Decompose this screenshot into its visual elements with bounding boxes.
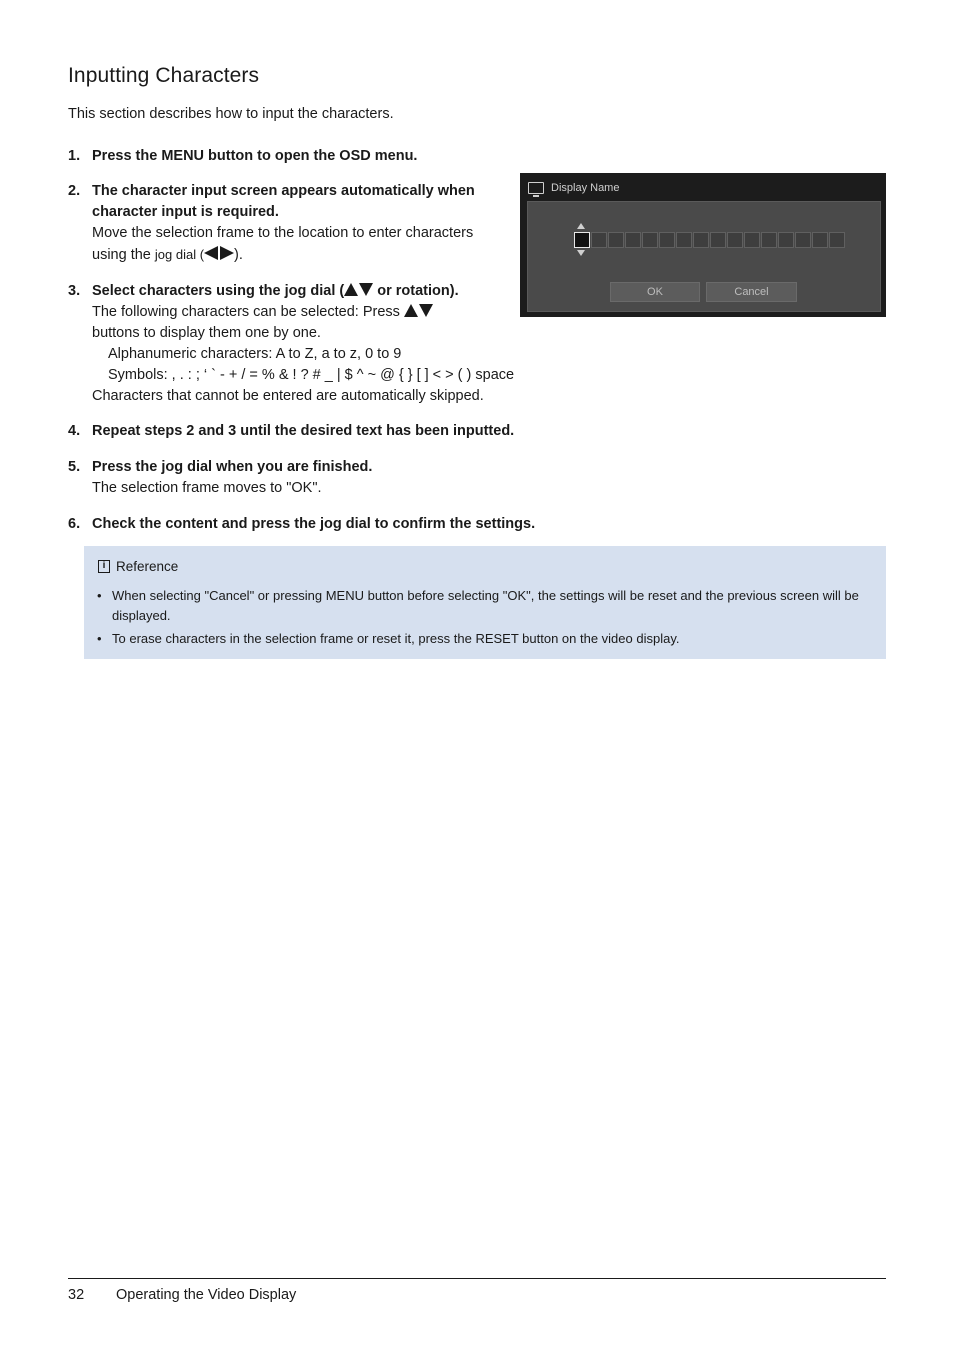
up-arrow-icon bbox=[404, 304, 418, 317]
character-cell[interactable] bbox=[727, 232, 743, 248]
up-arrow-icon bbox=[577, 223, 585, 229]
step-body-line: buttons to display them one by one. bbox=[92, 325, 321, 341]
step-number: 4. bbox=[68, 423, 81, 439]
step-number: 6. bbox=[68, 516, 81, 532]
step-heading: Press the jog dial when you are finished. bbox=[92, 459, 373, 475]
down-arrow-icon bbox=[419, 304, 433, 317]
character-cell[interactable] bbox=[642, 232, 658, 248]
left-arrow-icon bbox=[204, 246, 218, 260]
reference-label: Reference bbox=[116, 559, 179, 574]
down-arrow-icon bbox=[577, 250, 585, 256]
footer-section-title: Operating the Video Display bbox=[116, 1287, 297, 1303]
character-cell[interactable] bbox=[761, 232, 777, 248]
text-fragment: ). bbox=[234, 247, 243, 263]
step-2 bbox=[68, 181, 513, 266]
reference-box bbox=[84, 546, 886, 659]
text-fragment: using the bbox=[92, 247, 155, 263]
jog-dial-label: jog dial bbox=[154, 247, 197, 262]
character-cell[interactable] bbox=[795, 232, 811, 248]
page-title: Inputting Characters bbox=[68, 64, 260, 87]
step-number: 1. bbox=[68, 148, 81, 164]
intro-text: This section describes how to input the characters. bbox=[68, 106, 394, 122]
page-number: 32 bbox=[68, 1287, 85, 1303]
character-cell[interactable] bbox=[744, 232, 760, 248]
step-body-line: The selection frame moves to "OK". bbox=[92, 480, 322, 496]
footer-divider bbox=[68, 1278, 886, 1279]
character-cell[interactable] bbox=[591, 232, 607, 248]
symbols-list: Symbols: , . : ; ‘ ` - + / = % & ! ? # _ | $ ^ ~ @ { } [ ] < > ( ) space bbox=[108, 367, 515, 383]
text-fragment: The following characters can be selected: Press bbox=[92, 304, 404, 320]
text-fragment: or rotation). bbox=[373, 283, 459, 299]
reference-heading bbox=[98, 559, 178, 574]
monitor-icon bbox=[528, 182, 544, 194]
step-body-line bbox=[92, 302, 568, 323]
osd-panel bbox=[527, 201, 881, 312]
info-icon: i bbox=[98, 560, 110, 573]
character-cells bbox=[574, 232, 846, 248]
character-cell[interactable] bbox=[659, 232, 675, 248]
reference-list bbox=[97, 586, 873, 652]
step-5 bbox=[68, 457, 372, 499]
step-number: 5. bbox=[68, 459, 81, 475]
character-cell[interactable] bbox=[829, 232, 845, 248]
step-4 bbox=[68, 421, 514, 442]
character-cell-selected[interactable] bbox=[574, 232, 590, 248]
list-item: • To erase characters in the selection frame or reset it, press the RESET button on the video display. bbox=[97, 629, 873, 649]
step-body-line: Move the selection frame to the location to enter characters bbox=[92, 225, 474, 241]
character-cell[interactable] bbox=[812, 232, 828, 248]
step-heading bbox=[92, 281, 568, 302]
character-cell[interactable] bbox=[693, 232, 709, 248]
step-body-line: Characters that cannot be entered are automatically skipped. bbox=[92, 388, 484, 404]
step-heading: Check the content and press the jog dial to confirm the settings. bbox=[92, 516, 536, 532]
character-cell[interactable] bbox=[710, 232, 726, 248]
osd-title: Display Name bbox=[551, 182, 620, 194]
alphanumeric-list: Alphanumeric characters: A to Z, a to z, 0 to 9 bbox=[108, 346, 402, 362]
text-fragment: ( bbox=[196, 247, 205, 262]
step-body-line bbox=[92, 244, 513, 266]
step-heading-line: The character input screen appears automatically when bbox=[92, 183, 475, 199]
osd-character-input-screen bbox=[520, 173, 886, 317]
up-arrow-icon bbox=[344, 283, 358, 296]
step-number: 3. bbox=[68, 283, 81, 299]
ok-button[interactable]: OK bbox=[610, 282, 700, 302]
character-cell[interactable] bbox=[676, 232, 692, 248]
list-item: • When selecting "Cancel" or pressing MENU button before selecting "OK", the settings will be reset and the previous screen will be displayed. bbox=[97, 586, 873, 626]
cancel-button[interactable]: Cancel bbox=[706, 282, 797, 302]
step-6 bbox=[68, 514, 535, 535]
character-cell[interactable] bbox=[608, 232, 624, 248]
step-3 bbox=[68, 281, 568, 407]
step-heading: Press the MENU button to open the OSD menu. bbox=[92, 148, 418, 164]
step-number: 2. bbox=[68, 183, 81, 199]
down-arrow-icon bbox=[359, 283, 373, 296]
text-fragment: Select characters using the jog dial ( bbox=[92, 283, 345, 299]
character-cell[interactable] bbox=[778, 232, 794, 248]
step-1 bbox=[68, 146, 417, 167]
step-heading: Repeat steps 2 and 3 until the desired text has been inputted. bbox=[92, 423, 515, 439]
right-arrow-icon bbox=[220, 246, 234, 260]
step-heading-line: character input is required. bbox=[92, 204, 279, 220]
character-cell[interactable] bbox=[625, 232, 641, 248]
